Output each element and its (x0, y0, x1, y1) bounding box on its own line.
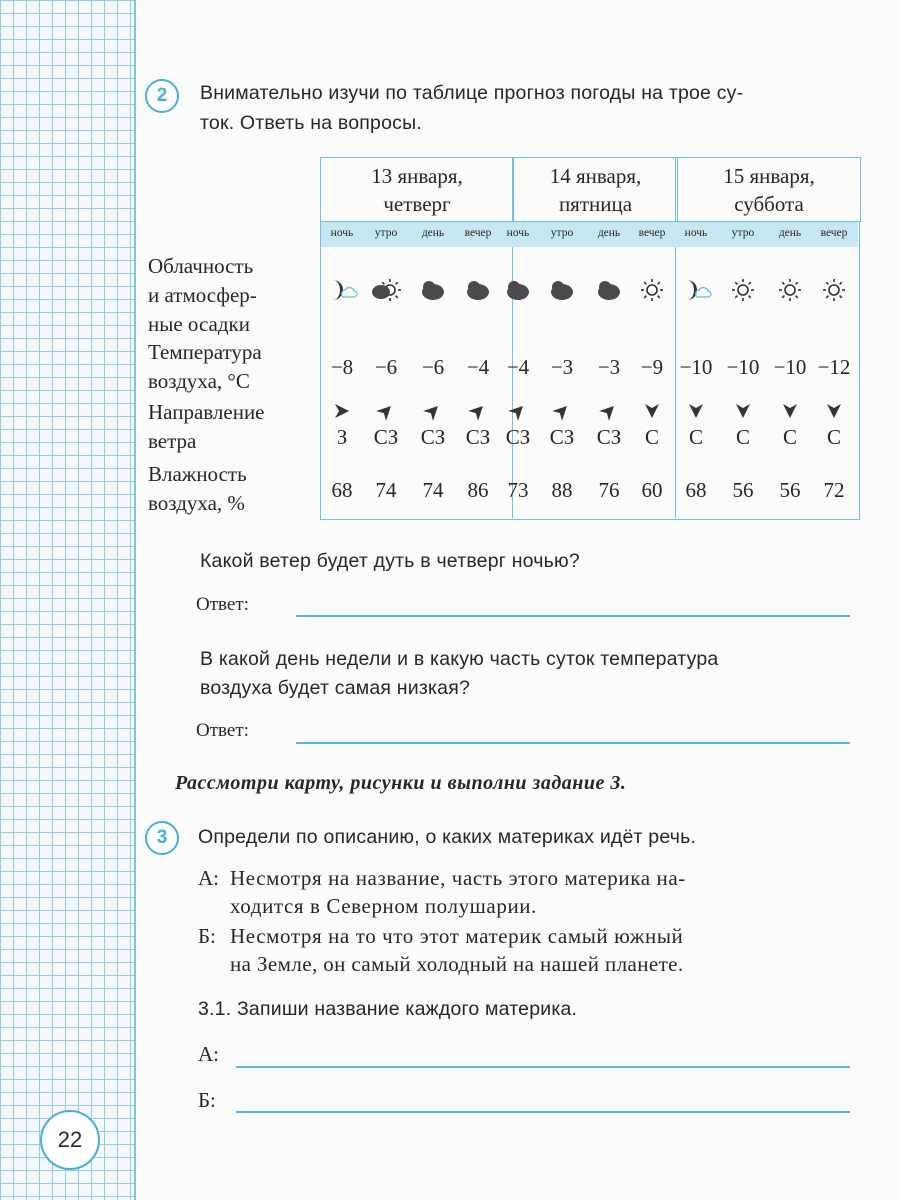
temperature-value: −6 (421, 355, 445, 379)
wind-direction: С (735, 425, 750, 449)
part-of-day: день (421, 227, 445, 239)
temperature-value: −9 (640, 355, 664, 379)
part-of-day: день (597, 227, 621, 239)
humidity-value: 56 (732, 478, 754, 502)
humidity-value: 60 (641, 478, 663, 502)
wind-arrow-icon (468, 401, 488, 421)
wind-arrow-icon (824, 401, 844, 421)
section-heading: Рассмотри карту, рисунки и выполни задание 3. (175, 772, 627, 794)
label-line: воздуха, % (148, 491, 245, 515)
humidity-value: 68 (685, 478, 707, 502)
wind-direction: З (336, 425, 348, 449)
part-of-day: ночь (330, 227, 354, 239)
answer-b-line[interactable] (236, 1111, 850, 1113)
wind-arrow-icon (780, 401, 800, 421)
temperature-value: −3 (550, 355, 574, 379)
humidity-value: 74 (422, 478, 444, 502)
answer-label-2: Ответ: (196, 720, 249, 741)
day-divider (512, 157, 513, 518)
label-line: воздуха, °C (148, 369, 250, 393)
wind-arrow-icon (376, 401, 396, 421)
temperature-value: −4 (506, 355, 530, 379)
wind-arrow-icon (423, 401, 443, 421)
day-date: 13 января, (371, 164, 463, 188)
option-a-line-1: Несмотря на название, часть этого материка на- (230, 866, 686, 890)
wind-arrow-icon (642, 401, 662, 421)
humidity-value: 76 (598, 478, 620, 502)
day-weekday: пятница (558, 192, 633, 216)
wind-arrow-icon (733, 401, 753, 421)
page-number: 22 (40, 1110, 100, 1170)
humidity-value: 72 (823, 478, 845, 502)
task-3-1-text: 3.1. Запиши название каждого материка. (198, 998, 578, 1020)
question-2-line-1: В какой день недели и в какую часть суток температура (200, 648, 719, 670)
answer-label-1: Ответ: (196, 594, 249, 615)
label-humidity (148, 460, 247, 518)
day-weekday: суббота (734, 192, 804, 216)
wind-arrow-icon (599, 401, 619, 421)
task-3-number: 3 (145, 821, 179, 855)
option-b-line-1: Несмотря на то что этот материк самый южный (230, 924, 684, 948)
day-divider (675, 157, 676, 518)
option-a-label: А: (198, 866, 219, 890)
wind-direction: С (826, 425, 841, 449)
part-of-day: вечер (638, 227, 666, 239)
sun-icon (773, 277, 807, 303)
humidity-value: 74 (375, 478, 397, 502)
wind-direction: СЗ (465, 425, 491, 449)
cloud-icon (501, 277, 535, 303)
part-of-day: ночь (506, 227, 530, 239)
moon-cloud-icon (679, 277, 713, 303)
answer-a-label: А: (198, 1042, 219, 1066)
wind-direction: СЗ (505, 425, 531, 449)
wind-arrow-icon (332, 401, 352, 421)
label-line: ветра (148, 429, 197, 453)
answer-a-line[interactable] (236, 1066, 850, 1068)
cloud-sun-icon (369, 277, 403, 303)
wind-direction: С (782, 425, 797, 449)
question-1: Какой ветер будет дуть в четверг ночью? (200, 550, 580, 572)
option-b-label: Б: (198, 924, 216, 948)
cloud-icon (461, 277, 495, 303)
answer-line-2[interactable] (296, 742, 850, 744)
grid-margin (0, 0, 136, 1200)
day-header-13 (321, 158, 514, 223)
wind-direction: С (688, 425, 703, 449)
humidity-value: 73 (507, 478, 529, 502)
option-a-line-2: ходится в Северном полушарии. (230, 894, 537, 918)
task-2-text-1: Внимательно изучи по таблице прогноз погоды на трое су- (200, 82, 744, 104)
humidity-value: 88 (551, 478, 573, 502)
label-line: Влажность (148, 462, 247, 486)
humidity-value: 68 (331, 478, 353, 502)
question-2-line-2: воздуха будет самая низкая? (200, 677, 471, 699)
label-cloudiness (148, 252, 257, 339)
temperature-value: −6 (374, 355, 398, 379)
temperature-value: −10 (773, 355, 807, 379)
part-of-day: утро (374, 227, 398, 239)
label-temperature (148, 338, 262, 396)
day-date: 14 января, (549, 164, 642, 188)
cloud-icon (416, 277, 450, 303)
day-weekday: четверг (383, 192, 451, 216)
temperature-value: −10 (679, 355, 713, 379)
part-of-day: вечер (820, 227, 848, 239)
sun-icon (635, 277, 669, 303)
wind-direction: СЗ (549, 425, 575, 449)
label-line: Облачность (148, 254, 254, 278)
label-wind (148, 398, 265, 456)
temperature-value: −3 (597, 355, 621, 379)
wind-direction: СЗ (373, 425, 399, 449)
temperature-value: −4 (466, 355, 490, 379)
part-of-day: вечер (464, 227, 492, 239)
wind-direction: СЗ (596, 425, 622, 449)
moon-cloud-icon (325, 277, 359, 303)
day-header-15 (678, 158, 861, 223)
humidity-value: 56 (779, 478, 801, 502)
wind-direction: СЗ (420, 425, 446, 449)
sun-icon (817, 277, 851, 303)
part-of-day: утро (550, 227, 574, 239)
temperature-value: −12 (817, 355, 851, 379)
wind-direction: С (644, 425, 659, 449)
day-date: 15 января, (723, 164, 815, 188)
label-line: и атмосфер- (148, 283, 257, 307)
temperature-value: −8 (330, 355, 354, 379)
answer-line-1[interactable] (296, 615, 850, 617)
task-2-text-2: ток. Ответь на вопросы. (200, 112, 422, 134)
option-b-line-2: на Земле, он самый холодный на нашей планете. (230, 952, 684, 976)
wind-arrow-icon (686, 401, 706, 421)
part-of-day: утро (731, 227, 755, 239)
cloud-icon (592, 277, 626, 303)
answer-b-label: Б: (198, 1088, 216, 1112)
sun-icon (726, 277, 760, 303)
wind-arrow-icon (552, 401, 572, 421)
wind-arrow-icon (508, 401, 528, 421)
temperature-value: −10 (726, 355, 760, 379)
label-line: ные осадки (148, 312, 250, 336)
weather-table (320, 157, 861, 222)
cloud-icon (545, 277, 579, 303)
day-header-14 (514, 158, 678, 223)
task-2-number: 2 (145, 79, 179, 113)
label-line: Направление (148, 400, 265, 424)
task-3-text: Определи по описанию, о каких материках идёт речь. (198, 826, 697, 848)
humidity-value: 86 (467, 478, 489, 502)
label-line: Температура (148, 340, 262, 364)
part-of-day: день (778, 227, 802, 239)
part-of-day: ночь (684, 227, 708, 239)
